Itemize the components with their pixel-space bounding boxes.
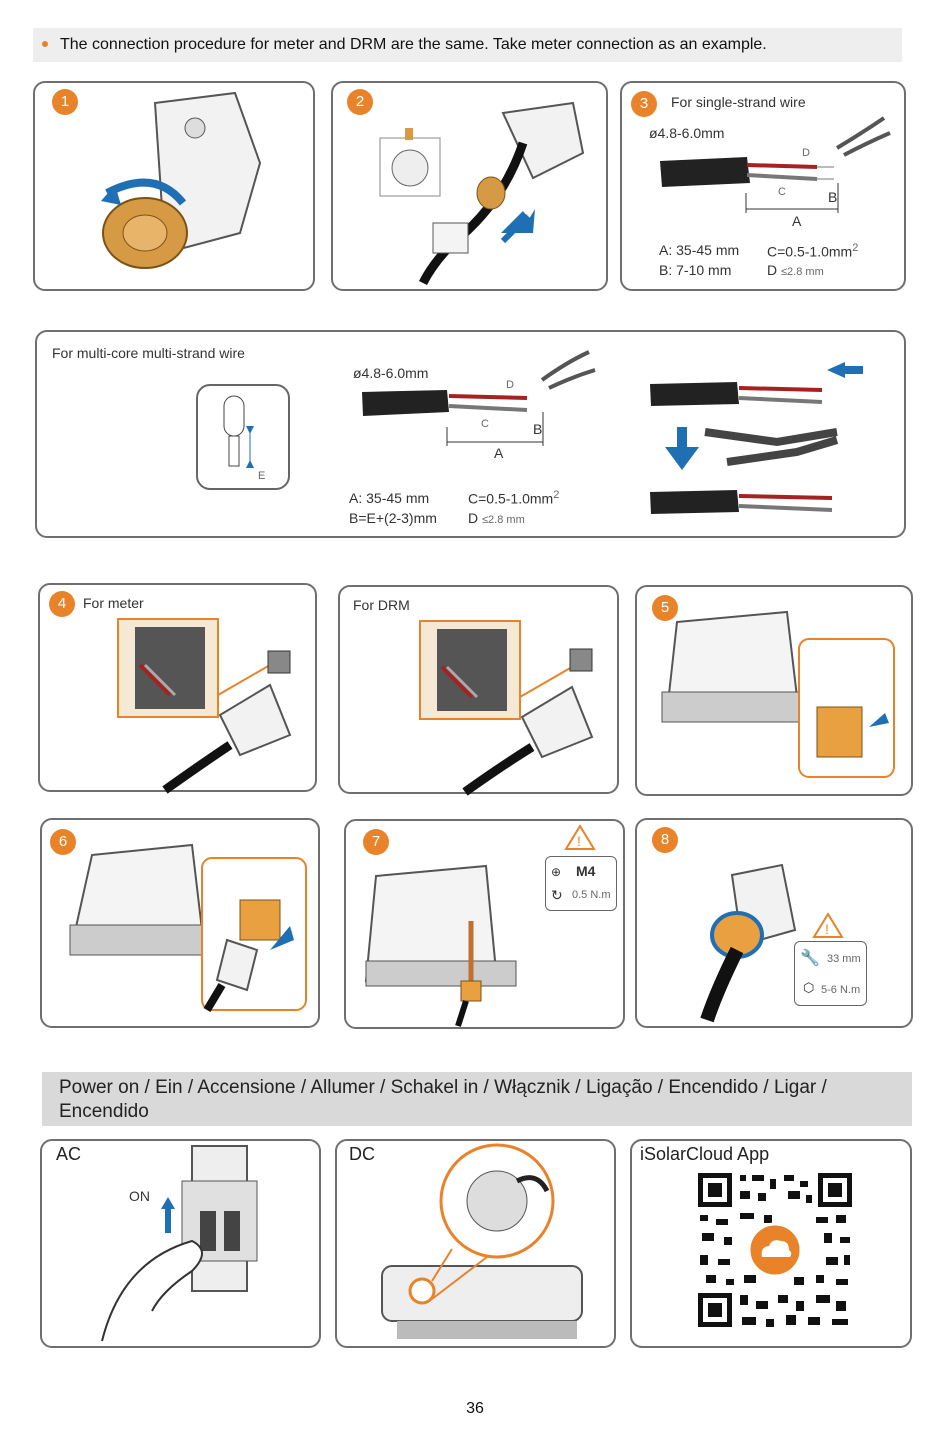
dim-c-label: C (778, 186, 786, 198)
spec-a: A: 35-45 mm (659, 242, 740, 258)
ac-breaker-illustration (42, 1141, 323, 1350)
torque-icon: ↻ (551, 887, 563, 903)
inverter-screw-illustration (346, 821, 627, 1031)
power-on-text: Power on / Ein / Accensione / Allumer / Schakel in / Włącznik / Ligação / Encendido / Ligar / Encendido (59, 1077, 827, 1122)
wrench-icon: 🔧 (800, 950, 820, 967)
dim-d-label: D (802, 147, 810, 159)
diameter-label: ø4.8-6.0mm (649, 125, 725, 141)
meter-terminal-illustration (40, 585, 319, 794)
step-badge: 5 (652, 595, 678, 621)
spec-c: $C=0.5-1.0mm^2$ (767, 242, 859, 260)
meter-title: For meter (83, 595, 144, 611)
single-strand-title: For single-strand wire (671, 94, 806, 110)
bullet-icon (42, 41, 48, 47)
dim-b-label: B (533, 421, 543, 437)
spec-b: B: 7-10 mm (659, 262, 732, 278)
step-6-panel (40, 818, 320, 1028)
power-on-banner (42, 1072, 912, 1126)
drm-panel (338, 585, 619, 794)
dc-switch-illustration (337, 1141, 618, 1350)
step-badge: 8 (652, 827, 678, 853)
torque-value: 5-6 N.m (821, 984, 861, 996)
dim-c-label: C (481, 418, 489, 430)
screw-icon: ⊕ (551, 865, 562, 879)
svg-text:!: ! (825, 921, 829, 937)
step-badge: 4 (49, 591, 75, 617)
app-panel (630, 1139, 912, 1348)
step-8-panel (635, 818, 913, 1028)
drm-terminal-illustration (340, 587, 621, 796)
dim-d-label: D (506, 379, 514, 391)
dim-a-label: A (494, 445, 504, 461)
step-badge: 2 (347, 89, 373, 115)
spec-d: D ≤2.8 mm (468, 510, 525, 526)
qr-code[interactable] (696, 1171, 854, 1329)
dc-panel (335, 1139, 616, 1348)
diameter-label: ø4.8-6.0mm (353, 365, 429, 381)
on-label: ON (129, 1188, 150, 1204)
step-badge: 1 (52, 89, 78, 115)
step-badge: 7 (363, 829, 389, 855)
step-7-panel (344, 819, 625, 1029)
page-number: 36 (466, 1400, 484, 1417)
svg-text:!: ! (577, 833, 581, 849)
note-bar (33, 28, 902, 62)
spec-b: B=E+(2-3)mm (349, 510, 437, 526)
multi-strand-title: For multi-core multi-strand wire (52, 345, 245, 361)
spec-c: $C=0.5-1.0mm^2$ (468, 489, 560, 507)
spec-d: D ≤2.8 mm (767, 262, 824, 278)
app-title: iSolarCloud App (640, 1144, 770, 1164)
screw-size: M4 (576, 863, 596, 879)
step-badge: 6 (50, 829, 76, 855)
hex-nut-icon: ⬡ (803, 980, 815, 995)
screw-spec-box (545, 856, 617, 911)
step-4-panel (38, 583, 317, 792)
ac-panel (40, 1139, 321, 1348)
inverter-plug-illustration (42, 820, 322, 1030)
dim-e-label: E (258, 470, 266, 482)
dc-title: DC (349, 1144, 375, 1164)
step-badge: 3 (631, 91, 657, 117)
dim-a-label: A (792, 213, 802, 229)
dim-b-label: B (828, 189, 838, 205)
step-5-panel (635, 585, 913, 796)
step-1-panel (33, 81, 315, 291)
multi-strand-panel (35, 330, 906, 538)
multi-strand-wire-diagram (37, 332, 908, 540)
note-text: The connection procedure for meter and DRM are the same. Take meter connection as an example. (60, 36, 767, 53)
torque-value: 0.5 N.m (572, 889, 611, 901)
wrench-spec-box (794, 941, 867, 1006)
wrench-size: 33 mm (827, 953, 861, 965)
step-3-panel (620, 81, 906, 291)
spec-a: A: 35-45 mm (349, 490, 430, 506)
inverter-connector-illustration (637, 587, 915, 798)
step-2-panel (331, 81, 608, 291)
ac-title: AC (56, 1144, 82, 1164)
cable-insert-illustration (333, 83, 610, 293)
connector-unscrew-illustration (35, 83, 317, 293)
drm-title: For DRM (353, 597, 410, 613)
connector-tighten-illustration (637, 820, 915, 1030)
qr-code-graphic (696, 1171, 854, 1329)
